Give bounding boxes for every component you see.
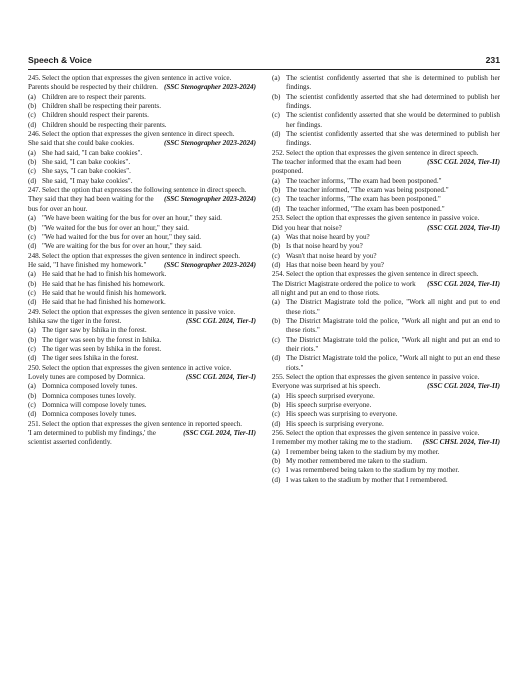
left-column (28, 74, 256, 448)
option (28, 345, 256, 354)
right-column (272, 74, 500, 485)
exam-tag: (SSC CGL 2024, Tier-II) (427, 223, 500, 232)
question-number: 250. (28, 363, 41, 372)
question-number: 253. (272, 214, 285, 223)
option (272, 130, 500, 149)
option (272, 111, 500, 130)
question-stem: The teacher informed that the exam had been postponed. (272, 158, 402, 176)
option-text: Domnica will compose lovely tunes. (42, 401, 147, 410)
option-text: He said that he had finished his homework. (42, 298, 166, 307)
option-label: (c) (28, 288, 36, 297)
option-text: The scientist confidently asserted that she would be determined to publish her findings. (286, 111, 500, 129)
question-text: Select the option that expresses the given sentence in indirect speech. (42, 251, 241, 260)
option (272, 410, 500, 419)
option (272, 261, 500, 270)
option-label: (d) (272, 130, 281, 139)
option-text: "We had waited for the bus for over an hour," they said. (42, 232, 202, 241)
option-label: (d) (272, 204, 281, 213)
option (28, 336, 256, 345)
option (272, 195, 500, 204)
option (272, 466, 500, 475)
option-list (272, 177, 500, 214)
option (272, 476, 500, 485)
question (272, 373, 500, 429)
option-label: (c) (28, 344, 36, 353)
option (272, 298, 500, 317)
option-label: (a) (272, 232, 280, 241)
option-text: The tiger sees Ishika in the forest. (42, 354, 139, 363)
option (272, 457, 500, 466)
option-label: (a) (272, 447, 280, 456)
question-stem: They said that they had been waiting for the bus for over an hour. (28, 195, 154, 213)
page-header (28, 55, 500, 69)
option-text: The District Magistrate told the police, "Work all night and put to end these riots." (286, 298, 500, 316)
option-label: (c) (272, 195, 280, 204)
option-text: She had said, "I can bake cookies". (42, 148, 143, 157)
option-text: He said that he had to finish his homework. (42, 270, 167, 279)
option-list (28, 270, 256, 307)
exam-tag: (SSC CGL 2024, Tier-II) (427, 382, 500, 391)
question-text: Select the option that expresses the given sentence in passive voice. (286, 214, 480, 223)
question-stem: I remember my mother taking me to the stadium. (272, 438, 413, 447)
option (272, 233, 500, 242)
option-text: Is that noise heard by you? (286, 242, 363, 251)
option-label: (b) (272, 316, 281, 325)
continued-options (272, 74, 500, 149)
question (28, 252, 256, 308)
question-number: 248. (28, 251, 41, 260)
option-text: I was remembered being taken to the stadium by my mother. (286, 466, 460, 475)
question-body (42, 419, 256, 438)
option-text: Children should be respecting their parents. (42, 120, 167, 129)
option-list (28, 214, 256, 251)
option (28, 392, 256, 401)
option-label: (c) (272, 111, 280, 120)
option-text: Was that noise heard by you? (286, 232, 370, 241)
option-label: (b) (272, 457, 281, 466)
option (28, 298, 256, 307)
option-label: (b) (28, 158, 37, 167)
option-text: The tiger saw by Ishika in the forest. (42, 326, 147, 335)
option-label: (d) (28, 410, 37, 419)
option-text: The tiger was seen by Ishika in the forest. (42, 344, 162, 353)
option-text: The teacher informs, "The exam has been postponed." (286, 195, 441, 204)
option-text: She says, "I can bake cookies". (42, 167, 131, 176)
option (28, 242, 256, 251)
option (272, 401, 500, 410)
option-text: The District Magistrate told the police, "Work all night and put an end to these riots." (286, 316, 500, 335)
option-text: Domnica composed lovely tunes. (42, 382, 138, 391)
option-text: The District Magistrate told the police, "Work all night to put an end these riots." (286, 354, 500, 372)
question-text: Select the option that expresses the given sentence in direct speech. (286, 148, 479, 157)
option (272, 448, 500, 457)
option-text: His speech is surprising everyone. (286, 419, 384, 428)
option-label: (c) (272, 410, 280, 419)
option-text: His speech surprised everyone. (286, 391, 375, 400)
option (28, 224, 256, 233)
option-text: His speech was surprising to everyone. (286, 410, 398, 419)
question (272, 149, 500, 214)
option-label: (d) (272, 260, 281, 269)
option-text: His speech surprise everyone. (286, 401, 372, 410)
exam-tag: (SSC CGL 2024, Tier-II) (183, 429, 256, 438)
option (272, 74, 500, 93)
question-number: 251. (28, 419, 41, 428)
question-number: 255. (272, 373, 285, 381)
exam-tag: (SSC CGL 2024, Tier-II) (427, 158, 500, 167)
option-label: (d) (28, 176, 37, 185)
option-label: (c) (28, 232, 36, 241)
question-stem: Everyone was surprised at his speech. (272, 382, 381, 391)
question-text: Select the option that expresses the following sentence in direct speech. (42, 186, 247, 195)
question (28, 364, 256, 420)
option-list (28, 93, 256, 130)
option-label: (a) (272, 74, 280, 82)
question (272, 214, 500, 270)
option-label: (a) (272, 298, 280, 307)
option-list (28, 326, 256, 363)
option (28, 158, 256, 167)
option (28, 270, 256, 279)
option-list (272, 448, 500, 485)
option (272, 252, 500, 261)
option (272, 177, 500, 186)
option-text: "We have been waiting for the bus for over an hour," they said. (42, 214, 222, 223)
option-list (272, 233, 500, 270)
option (28, 233, 256, 242)
option (272, 420, 500, 429)
option-text: The teacher informed, "The exam was being postponed." (286, 186, 449, 195)
option-label: (c) (28, 111, 36, 120)
option (272, 242, 500, 251)
exam-tag: (SSC CGL 2024, Tier-II) (427, 279, 500, 288)
question (28, 420, 256, 448)
question-body (286, 270, 500, 288)
question-stem: She said that she could bake cookies. (28, 139, 135, 148)
exam-tag: (SSC Stenographer 2023-2024) (163, 139, 256, 148)
option-label: (b) (28, 223, 37, 232)
option-text: She said, "I may bake cookies". (42, 176, 133, 185)
option-text: He said that he has finished his homework. (42, 279, 165, 288)
option-text: The teacher informed, "The exam has been postponed." (286, 204, 445, 213)
option (28, 382, 256, 391)
option-text: Children shall be respecting their parents. (42, 102, 161, 111)
option-label: (d) (28, 242, 37, 251)
question-number: 247. (28, 186, 41, 195)
option-text: The tiger was seen by the forest in Ishika. (42, 335, 162, 344)
option (272, 186, 500, 195)
option (28, 177, 256, 186)
question (28, 308, 256, 364)
option-text: The scientist confidently asserted that she was determined to publish her findings. (286, 130, 500, 148)
option-label: (a) (272, 176, 280, 185)
question-number: 245. (28, 74, 41, 82)
option-label: (d) (28, 120, 37, 129)
option-list (28, 382, 256, 419)
option-text: The teacher informs, "The exam had been postponed." (286, 176, 442, 185)
option-label: (a) (28, 270, 36, 279)
option (28, 111, 256, 120)
option-text: "We waited for the bus for over an hour," they said. (42, 223, 189, 232)
question-text: Select the option that expresses the given sentence in active voice. (42, 363, 232, 372)
question-text: Select the option that expresses the given sentence in passive voice. (42, 307, 236, 316)
option-text: The District Magistrate told the police, "Work all night and put an end to their riots." (286, 335, 500, 353)
option-label: (d) (28, 298, 37, 307)
exam-tag: (SSC Stenographer 2023-2024) (163, 83, 256, 92)
option-label: (d) (272, 354, 281, 363)
exam-tag: (SSC CHSL 2024, Tier-II) (422, 438, 500, 447)
question-stem: 'I am determined to publish my findings,' the scientist asserted confidently. (28, 429, 156, 447)
option-label: (d) (272, 475, 281, 484)
option-label: (b) (272, 186, 281, 195)
question-text: Select the option that expresses the given sentence in passive voice. (286, 429, 480, 438)
option-text: "We are waiting for the bus for over an hour," they said. (42, 242, 202, 251)
option-label: (d) (272, 419, 281, 428)
option (28, 102, 256, 111)
option-text: The scientist confidently asserted that she is determined to publish her findings. (286, 74, 500, 92)
option-label: (c) (272, 466, 280, 475)
question (28, 186, 256, 251)
option-text: Wasn't that noise heard by you? (286, 251, 377, 260)
option (28, 326, 256, 335)
question (28, 74, 256, 130)
option-text: Has that noise been heard by you? (286, 260, 384, 269)
option (28, 280, 256, 289)
option-label: (a) (28, 326, 36, 335)
question-text: Select the option that expresses the given sentence in reported speech. (42, 419, 243, 428)
question-number: 256. (272, 429, 285, 438)
option-list (272, 392, 500, 429)
option-label: (b) (28, 391, 37, 400)
option (28, 93, 256, 102)
option-label: (c) (28, 401, 36, 410)
question-text: Select the option that expresses the given sentence in passive voice. (286, 373, 480, 381)
option-text: Children should respect their parents. (42, 111, 149, 120)
question-stem: Parents should be respected by their children. (28, 83, 158, 92)
question-stem: He said, "I have finished my homework." (28, 260, 147, 269)
question (272, 429, 500, 485)
question-number: 246. (28, 130, 41, 139)
option (28, 354, 256, 363)
option-label: (b) (28, 279, 37, 288)
exam-tag: (SSC Stenographer 2023-2024) (163, 260, 256, 269)
option-text: My mother remembered me taken to the stadium. (286, 457, 428, 466)
question-body (286, 148, 500, 167)
option-label: (a) (272, 391, 280, 400)
page-number: 231 (485, 55, 500, 65)
option (28, 149, 256, 158)
option-text: She said, "I can bake cookies". (42, 158, 131, 167)
option (272, 205, 500, 214)
question-stem: The District Magistrate ordered the police to work all night and put an end to those riots. (272, 279, 416, 297)
option-label: (c) (272, 251, 280, 260)
question (272, 270, 500, 373)
option-text: I was taken to the stadium by mother that I remembered. (286, 475, 448, 484)
option (272, 354, 500, 373)
option-list (272, 298, 500, 373)
option-label: (b) (272, 242, 281, 251)
header-rule (28, 69, 500, 70)
option-label: (d) (28, 354, 37, 363)
option-label: (c) (272, 335, 280, 344)
option (28, 410, 256, 419)
option-label: (b) (28, 335, 37, 344)
option-label: (a) (28, 148, 36, 157)
option (28, 121, 256, 130)
option (28, 167, 256, 176)
option (272, 336, 500, 355)
question-number: 249. (28, 307, 41, 316)
question-text: Select the option that expresses the given sentence in direct speech. (286, 270, 479, 279)
option-label: (c) (28, 167, 36, 176)
option-label: (a) (28, 382, 36, 391)
option-text: Domnica composes lovely tunes. (42, 410, 137, 419)
question-number: 252. (272, 148, 285, 157)
question (28, 130, 256, 186)
exam-tag: (SSC CGL 2024, Tier-I) (185, 373, 256, 381)
option-list (28, 149, 256, 186)
option (272, 93, 500, 112)
option-label: (a) (28, 92, 36, 101)
option-text: He said that he would finish his homework. (42, 288, 167, 297)
question-stem: Ishika saw the tiger in the forest. (28, 316, 122, 325)
question-stem: Did you hear that noise? (272, 223, 342, 232)
option-label: (b) (272, 401, 281, 410)
option (28, 214, 256, 223)
question-stem: Lovely tunes are composed by Domnica. (28, 373, 145, 381)
option (28, 289, 256, 298)
option (272, 317, 500, 336)
option-label: (b) (272, 92, 281, 101)
option-text: I remember being taken to the stadium by my mother. (286, 447, 440, 456)
option (272, 392, 500, 401)
question-text: Select the option that expresses the given sentence in direct speech. (42, 130, 235, 139)
option-text: The scientist confidently asserted that she had determined to publish her findings. (286, 92, 500, 111)
question-number: 254. (272, 270, 285, 279)
option-text: Domnica composes tunes lovely. (42, 391, 136, 400)
exam-tag: (SSC Stenographer 2023-2024) (163, 195, 256, 204)
option-text: Children are to respect their parents. (42, 92, 146, 101)
option-label: (a) (28, 214, 36, 223)
question-text: Select the option that expresses the given sentence in active voice. (42, 74, 232, 82)
question-body (42, 186, 256, 204)
option (28, 401, 256, 410)
section-title: Speech & Voice (28, 55, 92, 65)
exam-tag: (SSC CGL 2024, Tier-I) (185, 316, 256, 325)
option-label: (b) (28, 102, 37, 111)
